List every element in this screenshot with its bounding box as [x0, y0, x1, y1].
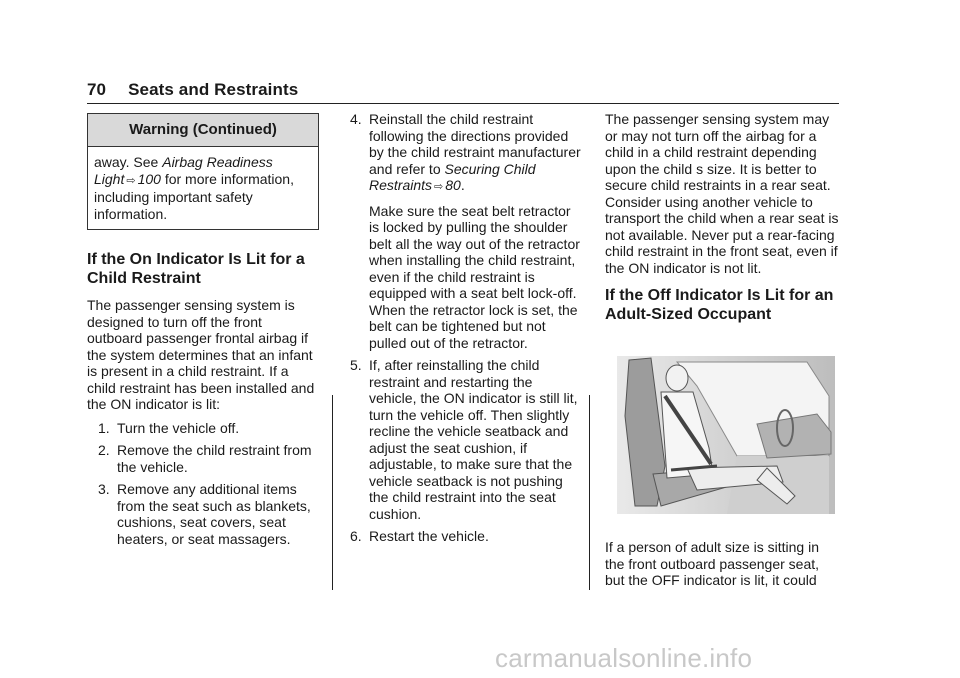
watermark: carmanualsonline.info [495, 643, 753, 673]
section-heading-on-indicator: If the On Indicator Is Lit for a Child Restraint [87, 251, 305, 287]
step-text [369, 111, 582, 196]
section-heading-off-indicator: If the Off Indicator Is Lit for an Adult-Sized Occupant [605, 287, 834, 323]
warning-text-before: away. See [94, 154, 163, 170]
warning-box [87, 113, 319, 230]
paragraph-child-restraint-advice: The passenger sensing system may or may not turn off the airbag for a child in a child restraint depending upon the child s size. It is better to secure child restraints in a rear seat. Consider using another vehicle to transport the child when a rear seat is not available. Never put a rear-facing child restraint in the front seat, even if the ON indicator is not lit. [605, 111, 839, 276]
step-text-after: . [460, 177, 465, 193]
column-2 [350, 111, 582, 551]
step-item [350, 357, 582, 522]
warning-text-after: for more information, including important safety information. [94, 170, 294, 222]
step-item [87, 481, 319, 547]
section-title: Seats and Restraints [128, 80, 299, 99]
step-text: Turn the vehicle off. [117, 419, 240, 436]
page-ref-arrow-icon: ⇨ [126, 174, 136, 187]
column-3 [605, 111, 841, 589]
step-text-before: Reinstall the child restraint following the directions provided by the child restraint manufacturer and refer to [369, 111, 581, 177]
step-text: If, after reinstalling the child restraint and restarting the vehicle, the ON indicator is still lit, turn the vehicle off. Then slightly recline the vehicle seatback and adjust the seat cushion, if adjustable, to make sure that the vehicle seatback is not pushing the child restraint into the seat cushion. [369, 357, 578, 522]
step-item [87, 442, 319, 475]
step-number: 6. [350, 528, 362, 544]
step-text: Restart the vehicle. [369, 528, 489, 544]
xref-page-number[interactable]: 80 [445, 177, 461, 193]
column-1 [87, 113, 319, 553]
step-number: 4. [350, 111, 362, 127]
warning-body [88, 147, 318, 229]
step-item [87, 420, 319, 437]
column-divider-2 [589, 395, 590, 590]
page-ref-arrow-icon: ⇨ [434, 181, 444, 193]
step-text: Remove any additional items from the seat such as blankets, cushions, seat covers, seat heaters, or seat massagers. [117, 481, 311, 547]
paragraph-adult-occupant: If a person of adult size is sitting in the front outboard passenger seat, but the OFF indicator is lit, it could [605, 539, 820, 588]
adult-occupant-illustration [617, 356, 835, 514]
step-number: 3. [98, 481, 110, 497]
step-number: 1. [98, 419, 110, 436]
xref-securing-child-restraints[interactable]: Securing Child Restraints [369, 160, 536, 193]
warning-title: Warning (Continued) [88, 114, 318, 147]
step-item [350, 528, 582, 545]
steps-list-continued [350, 111, 582, 545]
step-number: 5. [350, 357, 362, 373]
steps-list [87, 420, 319, 548]
step-subparagraph: Make sure the seat belt retractor is locked by pulling the shoulder belt all the way out of the retractor when installing the child restraint, even if the child restraint is equipped with a seat belt lock-off. When the retractor lock is set, the belt can be tightened but not pulled out of the retractor. [369, 202, 580, 351]
page-header [87, 80, 298, 100]
column-divider-1 [332, 395, 333, 590]
page-number: 70 [87, 80, 107, 99]
step-text: Remove the child restraint from the vehicle. [117, 442, 312, 475]
header-divider [87, 103, 839, 104]
step-number: 2. [98, 442, 110, 458]
section-intro: The passenger sensing system is designed to turn off the front outboard passenger frontal airbag if the system determines that an infant is present in a child restraint. If a child restraint has been installed and the ON indicator is lit: [87, 297, 315, 412]
xref-airbag-readiness-light[interactable]: Airbag Readiness Light [94, 154, 273, 187]
xref-page-number[interactable]: 100 [137, 170, 161, 187]
step-item [350, 111, 582, 351]
